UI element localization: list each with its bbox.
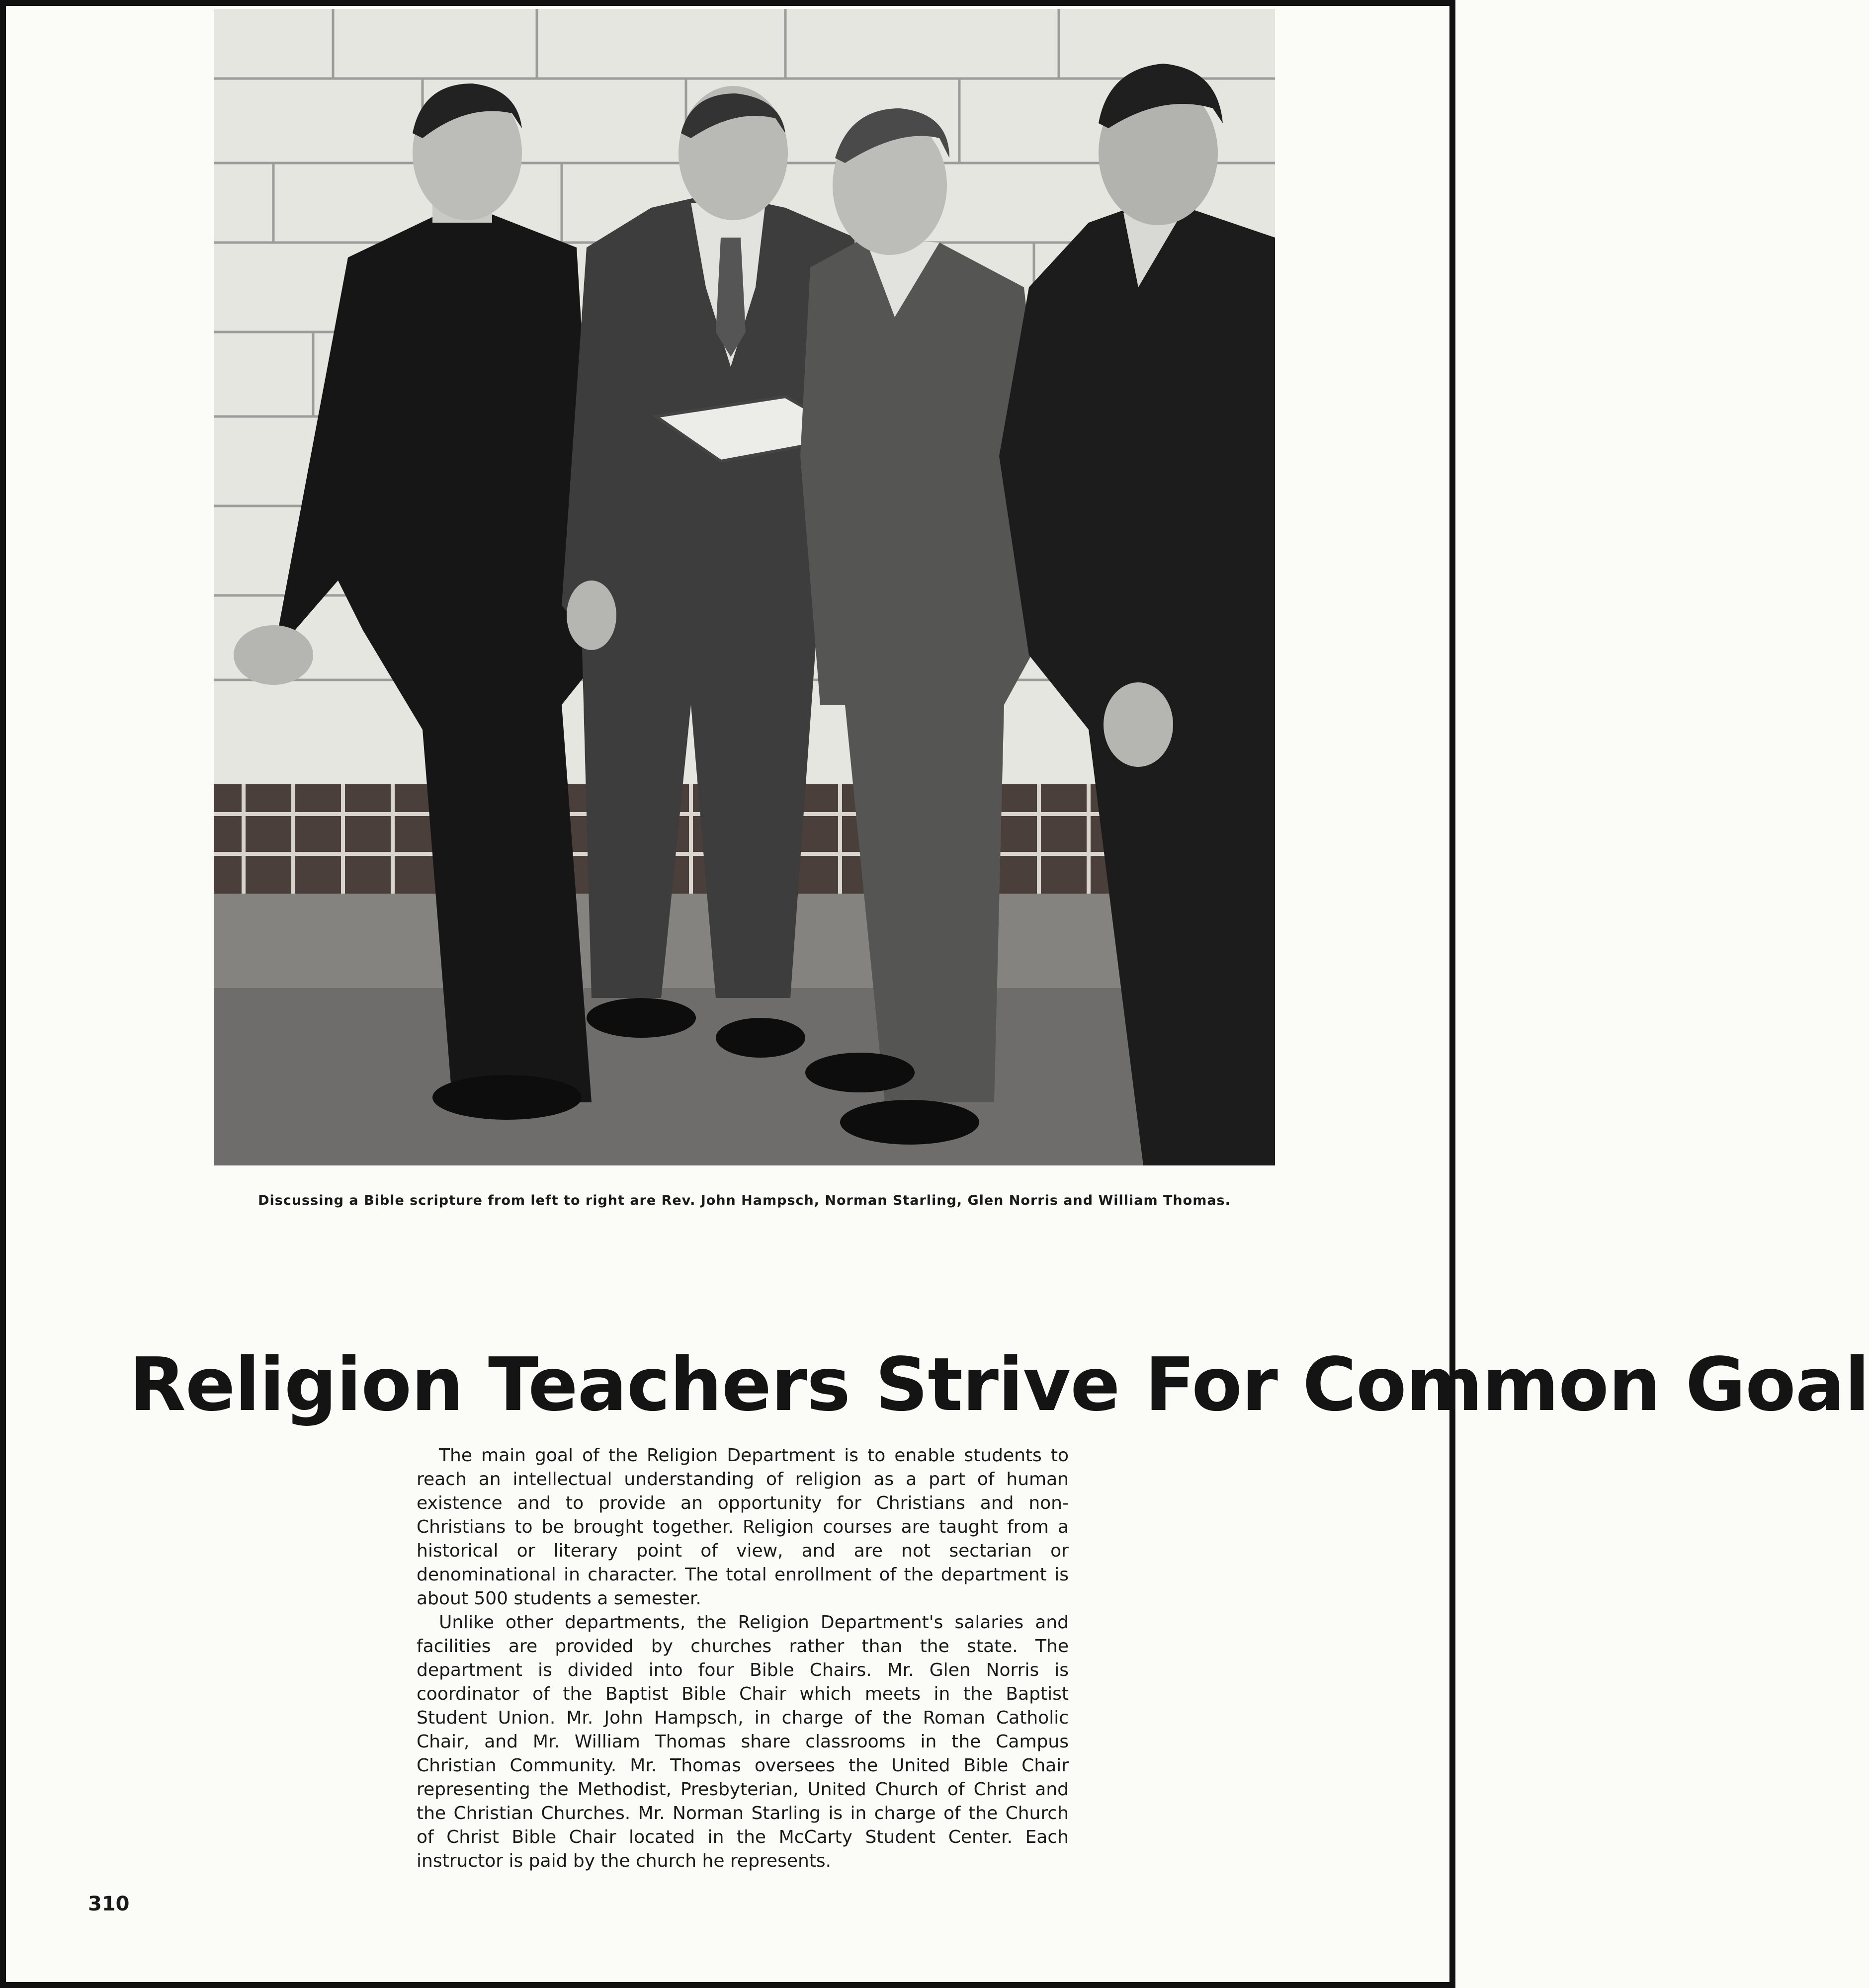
article-paragraph: The main goal of the Religion Department is to enable students to reach an intellectual understanding of religion as a part of human existence and to provide an opportunity for Christians and non-Christians to be brought together. Religion courses are taught from a historical or literary point of view, and are not sectarian or denominational in character. The total enrollment of the department is about 500 students a semester. xyxy=(417,1445,1069,1609)
article-body xyxy=(417,1444,1069,1873)
photo-caption: Discussing a Bible scripture from left to right are Rev. John Hampsch, Norman Starling, Glen Norris and William Thomas. xyxy=(258,1193,1231,1208)
article-paragraph: Unlike other departments, the Religion Department's salaries and facilities are provided by churches rather than the state. The department is divided into four Bible Chairs. Mr. Glen Norris is coordinator of the Baptist Bible Chair which meets in the Baptist Student Union. Mr. John Hampsch, in charge of the Roman Catholic Chair, and Mr. William Thomas share classrooms in the Campus Christian Community. Mr. Thomas oversees the United Bible Chair representing the Methodist, Presbyterian, United Church of Christ and the Christian Churches. Mr. Norman Starling is in charge of the Church of Christ Bible Chair located in the McCarty Student Center. Each instructor is paid by the church he represents. xyxy=(417,1612,1069,1871)
page-number: 310 xyxy=(88,1893,130,1915)
group-photo xyxy=(214,9,1275,1165)
group-photo-illustration xyxy=(214,9,1275,1165)
article-headline: Religion Teachers Strive For Common Goal xyxy=(129,1342,1869,1427)
